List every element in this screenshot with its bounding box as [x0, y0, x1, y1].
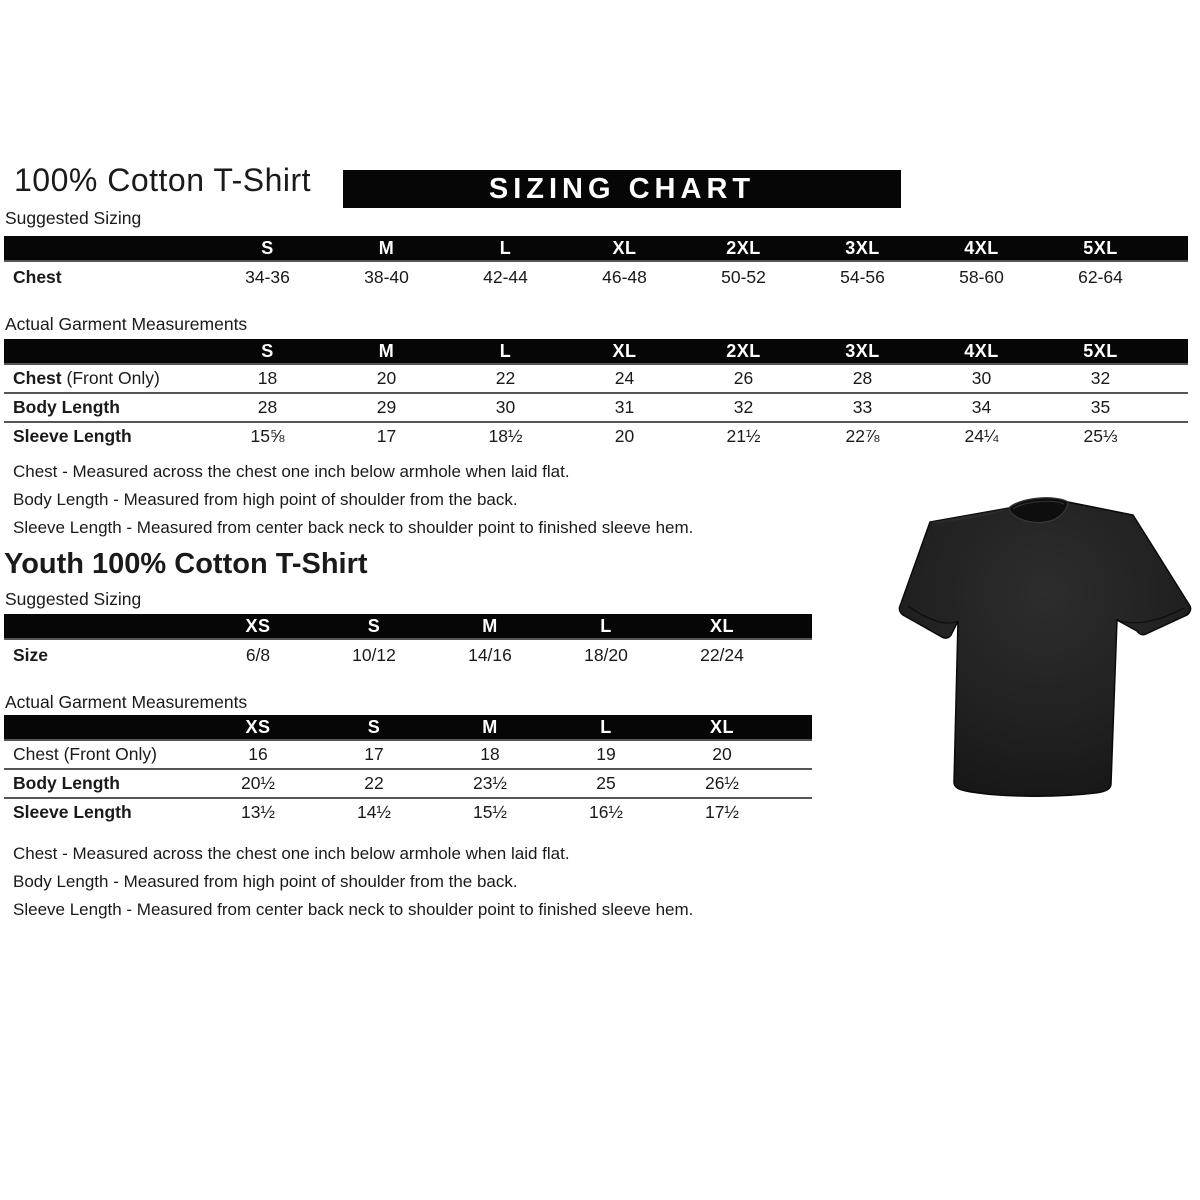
cell: 19 — [596, 744, 616, 764]
column-header-3xl: 3XL — [803, 339, 922, 364]
cell: 54-56 — [840, 266, 885, 287]
cell: 24¼ — [964, 426, 999, 446]
cell-spacer — [1160, 422, 1188, 450]
cell: 22 — [495, 368, 516, 388]
cell: 20 — [712, 744, 732, 764]
youth-suggested-label: Suggested Sizing — [5, 589, 142, 609]
cell: 17½ — [704, 802, 740, 822]
cell: 17 — [376, 426, 397, 446]
row-label: Size — [13, 644, 49, 665]
cell-spacer — [780, 798, 812, 826]
cell-spacer — [780, 639, 812, 670]
cell: 22⅞ — [845, 426, 880, 446]
row-label-suffix: (Front Only) — [61, 368, 160, 388]
header-corner — [4, 614, 200, 639]
adult-sleeve-length-row — [4, 422, 1188, 450]
cell: 58-60 — [959, 266, 1004, 287]
column-header-xs: XS — [200, 614, 316, 639]
cell: 14/16 — [468, 644, 512, 665]
column-header-5xl: 5XL — [1041, 236, 1160, 261]
column-header-s: S — [208, 339, 327, 364]
cell: 33 — [852, 397, 873, 417]
adult-suggested-table — [4, 236, 1188, 292]
cell: 28 — [257, 397, 278, 417]
note-chest: Chest - Measured across the chest one inch below armhole when laid flat. — [13, 462, 570, 481]
cell-spacer — [1160, 261, 1188, 292]
cell: 24 — [614, 368, 635, 388]
adult-suggested-header-row — [4, 236, 1188, 261]
header-corner — [4, 715, 200, 740]
note-sleeve-length: Sleeve Length - Measured from center back neck to shoulder point to finished sleeve hem. — [13, 900, 694, 919]
cell: 46-48 — [602, 266, 647, 287]
note-sleeve-length: Sleeve Length - Measured from center back neck to shoulder point to finished sleeve hem. — [13, 518, 694, 537]
note-chest: Chest - Measured across the chest one inch below armhole when laid flat. — [13, 844, 570, 863]
cell: 22/24 — [700, 644, 744, 665]
row-label: Sleeve Length — [13, 802, 132, 822]
column-header-5xl: 5XL — [1041, 339, 1160, 364]
tshirt-body — [899, 498, 1190, 796]
column-header-xl: XL — [565, 339, 684, 364]
column-header-s: S — [316, 715, 432, 740]
column-header-s: S — [208, 236, 327, 261]
row-label: Body Length — [13, 773, 120, 793]
header-spacer — [780, 715, 812, 740]
cell: 20 — [614, 426, 635, 446]
cell: 50-52 — [721, 266, 766, 287]
cell: 14½ — [356, 802, 392, 822]
cell: 42-44 — [483, 266, 528, 287]
tshirt-image — [896, 494, 1193, 800]
cell-spacer — [1160, 364, 1188, 393]
cell: 15½ — [472, 802, 508, 822]
adult-title: 100% Cotton T-Shirt — [14, 162, 312, 198]
column-header-l: L — [446, 236, 565, 261]
cell: 23½ — [472, 773, 508, 793]
column-header-xl: XL — [565, 236, 684, 261]
header-spacer — [1160, 339, 1188, 364]
cell: 17 — [364, 744, 384, 764]
column-header-m: M — [327, 339, 446, 364]
row-label: Body Length — [13, 397, 120, 417]
row-label-main: Chest — [13, 368, 62, 388]
youth-chest-row — [4, 740, 812, 769]
youth-body-length-row — [4, 769, 812, 798]
cell: 22 — [364, 773, 384, 793]
row-label: Sleeve Length — [13, 426, 132, 446]
cell: 28 — [852, 368, 873, 388]
cell: 29 — [376, 397, 397, 417]
youth-measurements-header-row — [4, 715, 812, 740]
adult-actual-label: Actual Garment Measurements — [5, 314, 248, 334]
column-header-2xl: 2XL — [684, 339, 803, 364]
adult-measurements-header-row — [4, 339, 1188, 364]
cell: 18½ — [488, 426, 523, 446]
column-header-m: M — [432, 614, 548, 639]
row-label: Chest (Front Only) — [13, 744, 157, 764]
cell: 16½ — [588, 802, 624, 822]
header-corner — [4, 236, 208, 261]
cell: 18 — [480, 744, 500, 764]
cell: 34 — [971, 397, 992, 417]
youth-title: Youth 100% Cotton T-Shirt — [4, 548, 368, 580]
cell: 32 — [1090, 368, 1111, 388]
cell: 16 — [248, 744, 268, 764]
cell: 31 — [614, 397, 635, 417]
adult-chest-row — [4, 364, 1188, 393]
column-header-l: L — [548, 715, 664, 740]
youth-suggested-table — [4, 614, 812, 670]
row-label — [4, 364, 208, 393]
adult-chest-range-row — [4, 261, 1188, 292]
cell-spacer — [780, 740, 812, 769]
header-spacer — [780, 614, 812, 639]
youth-actual-label: Actual Garment Measurements — [5, 692, 248, 712]
cell: 30 — [495, 397, 516, 417]
column-header-s: S — [316, 614, 432, 639]
cell: 38-40 — [364, 266, 409, 287]
cell: 6/8 — [245, 644, 271, 665]
youth-notes — [13, 840, 693, 924]
cell: 21½ — [726, 426, 761, 446]
column-header-xl: XL — [664, 614, 780, 639]
cell: 26 — [733, 368, 754, 388]
cell: 34-36 — [245, 266, 290, 287]
cell: 62-64 — [1078, 266, 1123, 287]
cell: 15⅝ — [250, 426, 285, 446]
cell: 20 — [376, 368, 397, 388]
column-header-l: L — [548, 614, 664, 639]
cell: 18/20 — [584, 644, 628, 665]
note-body-length: Body Length - Measured from high point of shoulder from the back. — [13, 872, 518, 891]
row-label: Chest — [13, 266, 62, 287]
column-header-2xl: 2XL — [684, 236, 803, 261]
cell: 18 — [257, 368, 278, 388]
column-header-xs: XS — [200, 715, 316, 740]
header-corner — [4, 339, 208, 364]
header-spacer — [1160, 236, 1188, 261]
column-header-l: L — [446, 339, 565, 364]
cell-spacer — [780, 769, 812, 798]
adult-body-length-row — [4, 393, 1188, 422]
cell: 32 — [733, 397, 754, 417]
column-header-3xl: 3XL — [803, 236, 922, 261]
column-header-m: M — [432, 715, 548, 740]
youth-size-row — [4, 639, 812, 670]
cell: 35 — [1090, 397, 1111, 417]
column-header-4xl: 4XL — [922, 236, 1041, 261]
cell: 10/12 — [352, 644, 396, 665]
cell: 13½ — [240, 802, 276, 822]
column-header-m: M — [327, 236, 446, 261]
youth-sleeve-length-row — [4, 798, 812, 826]
cell: 30 — [971, 368, 992, 388]
youth-suggested-header-row — [4, 614, 812, 639]
cell: 26½ — [704, 773, 740, 793]
column-header-xl: XL — [664, 715, 780, 740]
cell: 25⅓ — [1083, 426, 1118, 446]
adult-suggested-label: Suggested Sizing — [5, 208, 142, 228]
column-header-4xl: 4XL — [922, 339, 1041, 364]
adult-notes — [13, 458, 693, 542]
adult-measurements-table — [4, 339, 1188, 450]
sizing-chart-banner: SIZING CHART — [343, 170, 901, 208]
note-body-length: Body Length - Measured from high point of shoulder from the back. — [13, 490, 518, 509]
cell-spacer — [1160, 393, 1188, 422]
cell: 20½ — [240, 773, 276, 793]
youth-measurements-table — [4, 715, 812, 826]
cell: 25 — [596, 773, 616, 793]
